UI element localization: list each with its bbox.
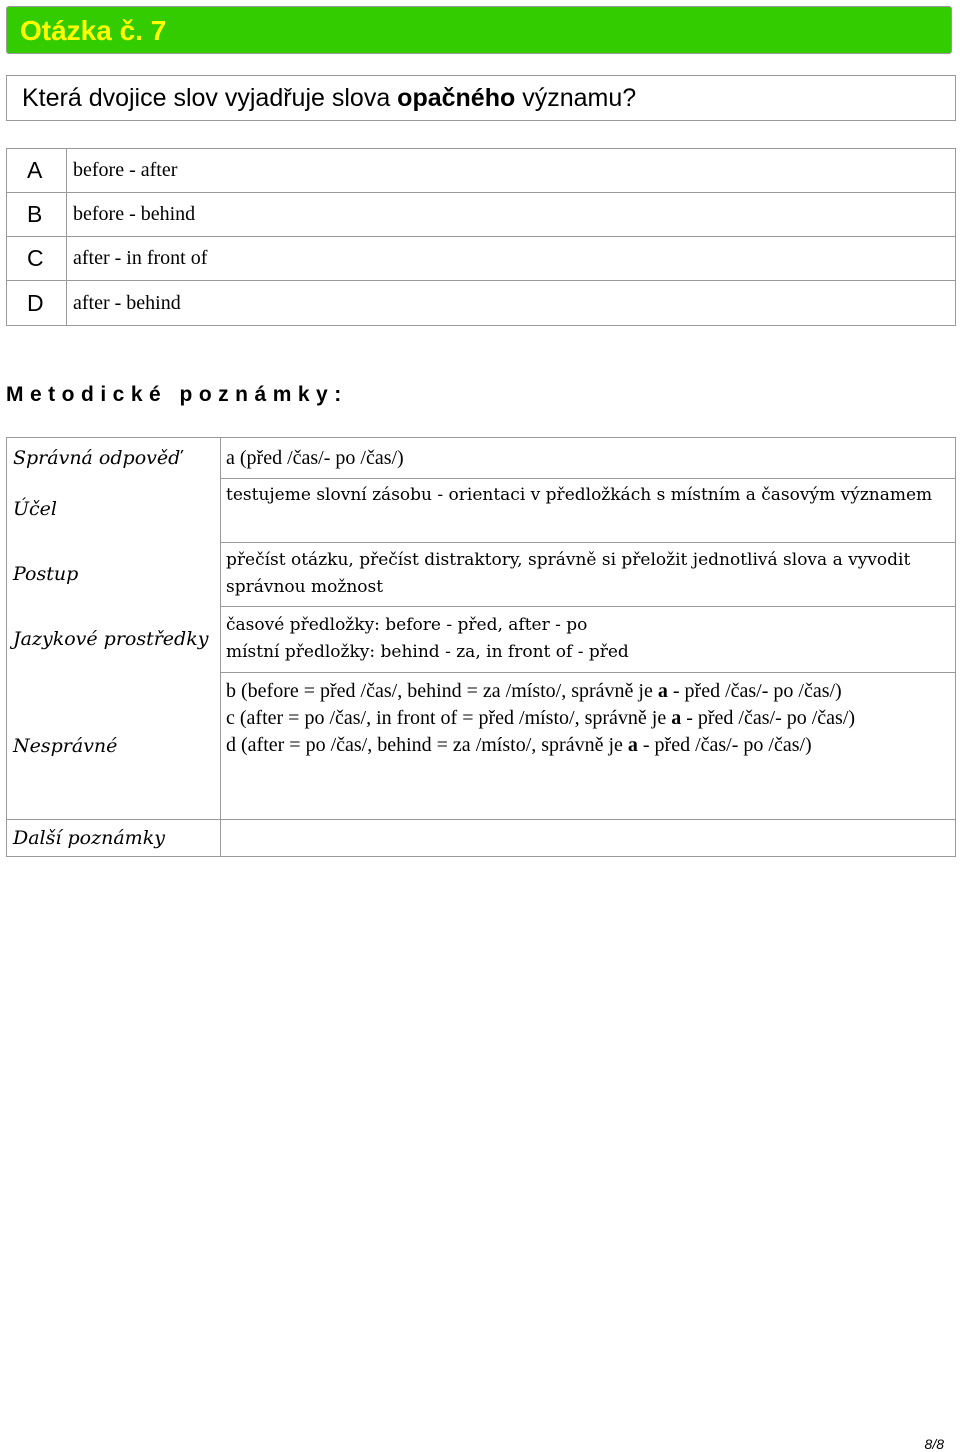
wrong-answer-text: d (after = po /čas/, behind = za /místo/, správně je	[226, 734, 628, 756]
purpose-value: testujeme slovní zásobu - orientaci v předložkách s místním a časovým významem	[226, 485, 933, 505]
wrong-answer-d	[226, 732, 946, 759]
wrong-answer-text: c (after = po /čas/, in front of = před /místo/, správně je	[226, 707, 672, 729]
answer-letter: C	[7, 237, 67, 280]
label-wrong-answers: Nesprávné	[13, 735, 118, 757]
wrong-answer-text: - před /čas/- po /čas/)	[637, 734, 812, 756]
label-procedure: Postup	[13, 563, 79, 585]
label-language-means: Jazykové prostředky	[13, 628, 209, 650]
row-divider	[221, 672, 956, 673]
correct-letter: a	[671, 707, 682, 729]
wrong-answer-c	[226, 705, 946, 732]
answer-text: after - in front of	[73, 247, 208, 269]
row-divider	[7, 819, 955, 820]
row-divider	[221, 606, 956, 607]
page-number: 8/8	[924, 1436, 944, 1452]
correct-letter: a	[627, 734, 638, 756]
answer-letter: D	[7, 281, 67, 325]
methodical-notes-table	[6, 437, 956, 857]
answer-letter: B	[7, 193, 67, 236]
answer-options-table	[6, 148, 956, 326]
language-means-line-2: místní předložky: behind - za, in front of - před	[226, 642, 629, 662]
answer-text: before - behind	[73, 203, 196, 225]
question-text-end: významu?	[515, 84, 637, 112]
answer-option-b	[7, 193, 955, 237]
answer-option-d	[7, 281, 955, 325]
question-text-start: Která dvojice slov vyjadřuje slova	[22, 84, 398, 112]
correct-letter: a	[657, 680, 668, 702]
question-text	[22, 82, 636, 114]
column-divider	[220, 438, 221, 856]
answer-option-a	[7, 149, 955, 193]
answer-letter: A	[7, 149, 67, 192]
question-header	[6, 6, 952, 54]
label-correct-answer: Správná odpověď	[13, 447, 181, 469]
wrong-answer-text: - před /čas/- po /čas/)	[681, 707, 856, 729]
correct-answer-value: a (před /čas/- po /čas/)	[226, 447, 404, 469]
row-divider	[221, 542, 956, 543]
answer-text: after - behind	[73, 291, 181, 314]
wrong-answers-value	[226, 678, 946, 759]
question-number-title: Otázka č. 7	[20, 15, 167, 46]
row-divider	[221, 478, 956, 479]
answer-option-c	[7, 237, 955, 281]
question-text-emphasis: opačného	[397, 84, 516, 112]
wrong-answer-text: b (before = před /čas/, behind = za /místo/, správně je	[226, 680, 658, 702]
answer-text: before - after	[73, 159, 178, 181]
language-means-value	[226, 612, 946, 666]
methodical-notes-heading: Metodické poznámky:	[6, 383, 348, 406]
procedure-value: přečíst otázku, přečíst distraktory, správně si přeložit jednotlivá slova a vyvodit správnou možnost	[226, 550, 911, 597]
question-box	[6, 75, 956, 121]
wrong-answer-b	[226, 678, 946, 705]
label-other-notes: Další poznámky	[13, 827, 165, 849]
label-purpose: Účel	[13, 498, 57, 520]
language-means-line-1: časové předložky: before - před, after - po	[226, 615, 588, 635]
wrong-answer-text: - před /čas/- po /čas/)	[667, 680, 842, 702]
